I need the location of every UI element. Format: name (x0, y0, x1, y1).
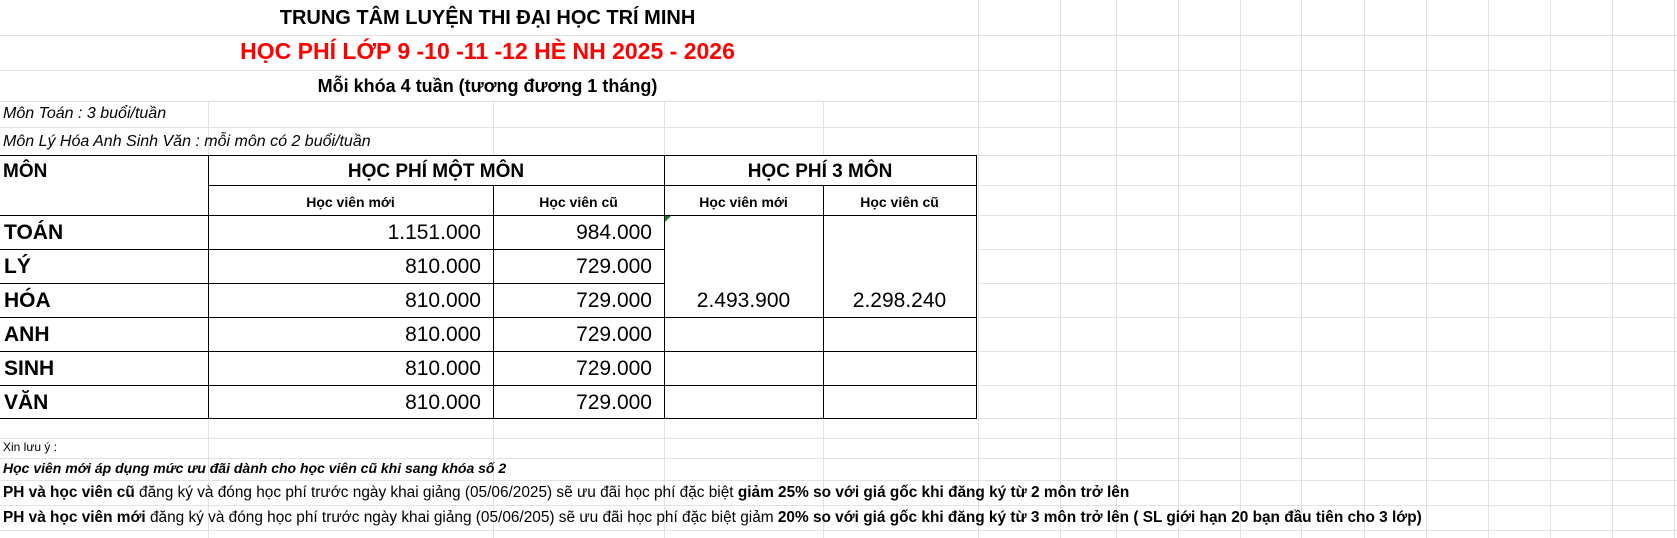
col-three-fee-header: HỌC PHÍ 3 MÔN (747, 161, 893, 182)
fee-old-cell: 984.000 (576, 221, 652, 244)
fee-new-cell: 810.000 (405, 357, 481, 380)
subject-cell: VĂN (4, 391, 49, 414)
cell-indicator-icon (665, 216, 671, 222)
three-old-student-header: Học viên cũ (860, 194, 939, 210)
col-subject-header: MÔN (3, 161, 48, 182)
subject-cell: ANH (4, 323, 50, 346)
fee-title: HỌC PHÍ LỚP 9 -10 -11 -12 HÈ NH 2025 - 2026 (240, 38, 735, 64)
schedule-note-other: Môn Lý Hóa Anh Sinh Văn : mỗi môn có 2 buổi/tuần (3, 133, 371, 150)
fee-new-cell: 810.000 (405, 323, 481, 346)
center-name-title: TRUNG TÂM LUYỆN THI ĐẠI HỌC TRÍ MINH (279, 7, 696, 29)
fee-new-cell: 810.000 (405, 289, 481, 312)
discount-note-highlight: giảm 25% so với giá gốc khi đăng ký từ 2 môn trở lên (737, 484, 1130, 501)
single-new-student-header: Học viên mới (306, 194, 395, 210)
three-subject-new-total: 2.493.900 (696, 289, 791, 312)
discount-note-subject: PH và học viên cũ (3, 484, 135, 501)
fee-old-cell: 729.000 (576, 391, 652, 414)
fee-new-cell: 810.000 (405, 391, 481, 414)
three-subject-old-total: 2.298.240 (852, 289, 947, 312)
schedule-note-math: Môn Toán : 3 buổi/tuần (3, 105, 167, 122)
note-label: Xin lưu ý : (3, 440, 58, 454)
fee-new-cell: 1.151.000 (387, 221, 481, 244)
discount-note-text: đăng ký và đóng học phí trước ngày khai giảng (05/06/205) sẽ ưu đãi học phí đặc biệt giảm (145, 509, 778, 526)
single-old-student-header: Học viên cũ (539, 194, 618, 210)
discount-note-highlight: 20% so với giá gốc khi đăng ký từ 3 môn trở lên ( SL giới hạn 20 bạn đầu tiên cho 3 lớp) (777, 509, 1422, 526)
subject-cell: HÓA (4, 289, 51, 312)
fee-old-cell: 729.000 (576, 323, 652, 346)
fee-old-cell: 729.000 (576, 289, 652, 312)
subject-cell: LÝ (4, 255, 31, 278)
discount-note-subject: PH và học viên mới (3, 509, 146, 526)
subject-cell: TOÁN (4, 221, 64, 244)
course-length-subtitle: Mỗi khóa 4 tuần (tương đương 1 tháng) (317, 76, 658, 96)
discount-note-new-student (3, 510, 1422, 525)
subject-cell: SINH (4, 357, 55, 380)
discount-note-text: đăng ký và đóng học phí trước ngày khai giảng (05/06/2025) sẽ ưu đãi học phí đặc biệt (134, 484, 738, 501)
note-new-student: Học viên mới áp dụng mức ưu đãi dành cho học viên cũ khi sang khóa số 2 (3, 460, 507, 476)
discount-note-old-student (3, 485, 1129, 500)
fee-new-cell: 810.000 (405, 255, 481, 278)
fee-old-cell: 729.000 (576, 255, 652, 278)
col-single-fee-header: HỌC PHÍ MỘT MÔN (347, 161, 525, 182)
fee-old-cell: 729.000 (576, 357, 652, 380)
three-new-student-header: Học viên mới (699, 194, 788, 210)
